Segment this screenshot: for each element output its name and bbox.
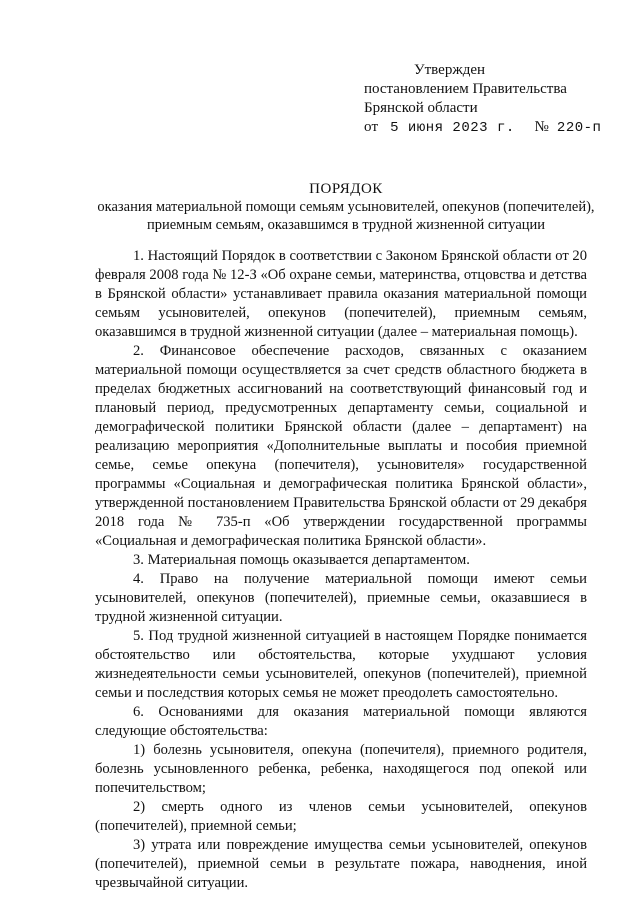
approval-line-1: Утвержден — [414, 62, 486, 78]
paragraph: 6. Основаниями для оказания материальной помощи являются следующие обстоятельства: — [95, 704, 587, 739]
list-item: 1) болезнь усыновителя, опекуна (попечителя), приемного родителя, болезнь усыновленного ребенка, ребенка, находящегося под опекой или попечительством; — [95, 742, 587, 796]
number-sign: № — [534, 119, 550, 135]
document-title: ПОРЯДОК — [309, 181, 383, 197]
date-prefix: от — [364, 119, 379, 135]
document-subtitle: оказания материальной помощи семьям усыновителей, опекунов (попечителей), приемным семьям, оказавшимся в трудной жизненной ситуации — [97, 199, 595, 233]
approval-number: 220-п — [556, 120, 602, 136]
document-body — [95, 247, 587, 893]
paragraph: 5. Под трудной жизненной ситуацией в настоящем Порядке понимается обстоятельство или обстоятельства, которые ухудшают условия жизнедеятельности семьи усыновителей, опекунов (попечителей), приемной семьи и последствия которых семья не может преодолеть самостоятельно. — [95, 628, 587, 701]
list-item: 3) утрата или повреждение имущества семьи усыновителей, опекунов (попечителей), приемной семьи в результате пожара, наводнения, иной чрезвычайной ситуации. — [95, 837, 587, 891]
paragraph: 2. Финансовое обеспечение расходов, связанных с оказанием материальной помощи осуществляется за счет средств областного бюджета в пределах бюджетных ассигнований на соответствующий финансовый год и плановый период, предусмотренных департаменту семьи, социальной и демографической политики Брянской области (далее – департамент) на реализацию мероприятия «Дополнительные выплаты и пособия приемной семье, семье опекуна (попечителя), усыновителя» государственной программы «Социальная и демографическая политика Брянской области», утвержденной постановлением Правительства Брянской области от 29 декабря 2018 года № 735-п «Об утверждении государственной программы «Социальная и демографическая политика Брянской области». — [95, 343, 587, 549]
approval-line-2: постановлением Правительства — [364, 81, 567, 97]
approval-stamp — [364, 61, 624, 138]
paragraph: 1. Настоящий Порядок в соответствии с Законом Брянской области от 20 февраля 2008 года № 12-З «Об охране семьи, материнства, отцовства и детства в Брянской области» устанавливает правила оказания материальной помощи семьям усыновителей, опекунов (попечителей), приемным семьям, оказавшимся в трудной жизненной ситуации (далее – материальная помощь). — [95, 248, 587, 340]
approval-line-3: Брянской области — [364, 100, 478, 116]
approval-date: 5 июня 2023 г. — [390, 120, 515, 136]
document-heading — [96, 180, 596, 234]
paragraph: 4. Право на получение материальной помощи имеют семьи усыновителей, опекунов (попечителей), приемные семьи, оказавшиеся в трудной жизненной ситуации. — [95, 571, 587, 625]
paragraph: 3. Материальная помощь оказывается департаментом. — [133, 552, 470, 568]
list-item: 2) смерть одного из членов семьи усыновителей, опекунов (попечителей), приемной семьи; — [95, 799, 587, 834]
approval-date-line — [364, 118, 624, 138]
